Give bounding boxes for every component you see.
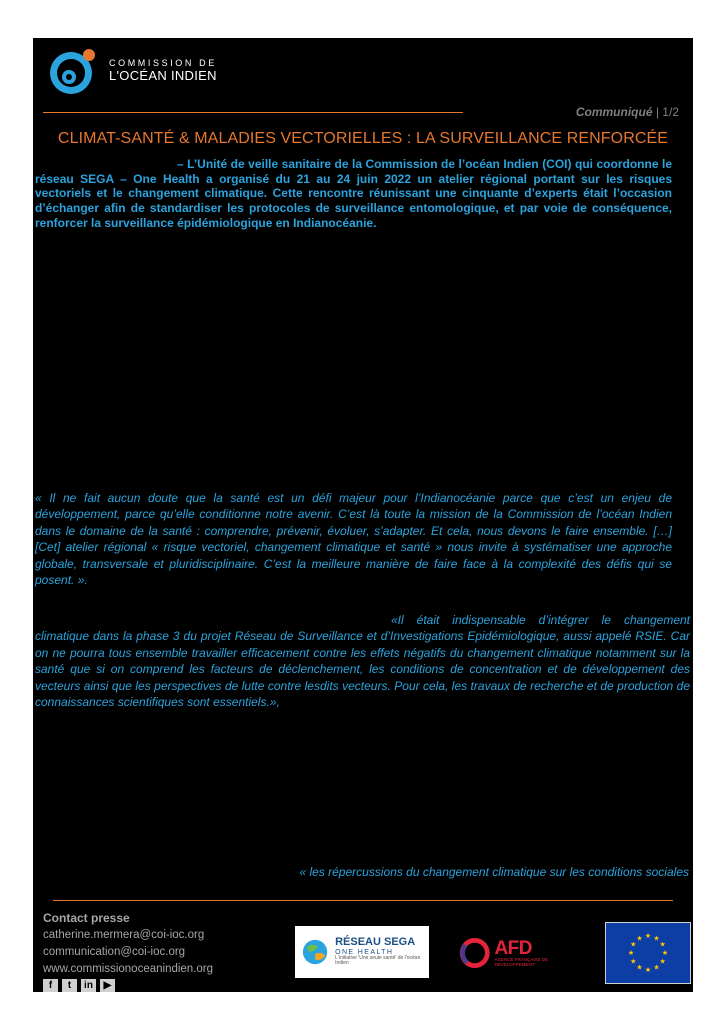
sega-globe-icon	[301, 937, 329, 967]
svg-text:★: ★	[630, 940, 637, 949]
communique-label	[576, 105, 679, 119]
quote-paragraph-1: « Il ne fait aucun doute que la santé est un défi majeur pour l’Indianocéanie parce que c’est un enjeu de développement, parce qu’elle conditionne notre avenir. C’est là toute la mission de la Commission de l’océan Indien dans le domaine de la santé : comprendre, prévenir, évoluer, s’adapter. Et cela, nous devons le faire ensemble. […] [Cet] atelier régional « risque vectoriel, changement climatique et santé » nous invite à systématiser une approche globale, transversale et pluridisciplinaire. C’est la meilleure manière de faire face à la complexité des défis qui se posent. ».	[35, 491, 672, 588]
svg-text:★: ★	[636, 963, 643, 972]
logo-line1: COMMISSION DE	[109, 57, 217, 68]
document-page	[33, 38, 693, 992]
quote-paragraph-2	[35, 612, 690, 710]
header-divider	[43, 112, 463, 113]
quote-paragraph-3: « les répercussions du changement climatique sur les conditions sociales	[299, 865, 689, 879]
contact-email-2[interactable]: communication@coi-ioc.org	[43, 946, 186, 958]
afd-logo	[459, 930, 569, 976]
svg-text:★: ★	[661, 949, 669, 957]
sega-line1: RÉSEAU SEGA	[335, 936, 416, 949]
communique-text: Communiqué	[575, 105, 653, 119]
eu-flag-logo	[605, 922, 691, 984]
coi-logo	[47, 44, 277, 98]
coi-logo-icon	[47, 45, 99, 97]
sega-one-health-logo	[295, 926, 429, 978]
lead-text: – L’Unité de veille sanitaire de la Commission de l’océan Indien (COI) qui coordonne le réseau SEGA – One Health a organisé du 21 au 24 juin 2022 un atelier régional portant sur les risques vectoriels et le changement climatique. Cette rencontre réunissant une cinquante d’experts était l’occasion d’échanger afin de standardiser les protocoles de surveillance entomologique, et par voie de conséquence, renforcer la surveillance épidémiologique en Indianocéanie.	[35, 157, 672, 230]
afd-sub: AGENCE FRANÇAISE DE DÉVELOPPEMENT	[494, 956, 548, 967]
svg-text:★: ★	[653, 963, 660, 972]
eu-stars-icon	[606, 923, 690, 983]
svg-text:★: ★	[659, 957, 666, 966]
twitter-icon[interactable]: t	[62, 979, 77, 992]
afd-ring-icon	[459, 933, 490, 973]
svg-text:★: ★	[636, 934, 643, 943]
footer-divider	[53, 900, 673, 901]
svg-text:★: ★	[644, 966, 652, 974]
contact-email-1[interactable]: catherine.mermera@coi-ioc.org	[43, 929, 205, 941]
press-contact	[43, 910, 213, 992]
document-title: CLIMAT-SANTÉ & MALADIES VECTORIELLES : LA SURVEILLANCE RENFORCÉE	[57, 130, 669, 147]
lead-paragraph	[35, 157, 672, 231]
svg-text:★: ★	[627, 949, 635, 957]
youtube-icon[interactable]: ▶	[100, 979, 115, 992]
page-indicator: | 1/2	[655, 105, 679, 119]
facebook-icon[interactable]: f	[43, 979, 58, 992]
svg-text:★: ★	[653, 934, 660, 943]
social-icons	[43, 979, 213, 992]
svg-text:★: ★	[644, 932, 652, 940]
svg-text:★: ★	[659, 940, 666, 949]
logo-line2: L'OCÉAN INDIEN	[109, 67, 217, 83]
afd-name: AFD	[494, 937, 533, 959]
svg-text:★: ★	[630, 957, 637, 966]
contact-website[interactable]: www.commissionoceanindien.org	[43, 963, 214, 975]
quote-2-text: «Il était indispensable d’intégrer le changement climatique dans la phase 3 du projet Réseau de Surveillance et d’Investigations Epidémiologique, aussi appelé RSIE. Car on ne pourra tous ensemble travailler efficacement contre les effets négatifs du changement climatique notamment sur la santé que si on comprend les facteurs de déclenchement, les conditions de concentration et de développement des vecteurs ainsi que les perspectives de lutte contre lesdits vecteurs. Pour cela, les travaux de recherche et de production de connaissances scientifiques sont essentiels.»,	[35, 613, 690, 710]
contact-title: Contact presse	[43, 911, 130, 925]
linkedin-icon[interactable]: in	[81, 979, 96, 992]
sega-line2: ONE HEALTH	[335, 948, 394, 956]
sega-line3: L'initiative 'Une seule santé' de l'océan Indien	[335, 955, 421, 967]
